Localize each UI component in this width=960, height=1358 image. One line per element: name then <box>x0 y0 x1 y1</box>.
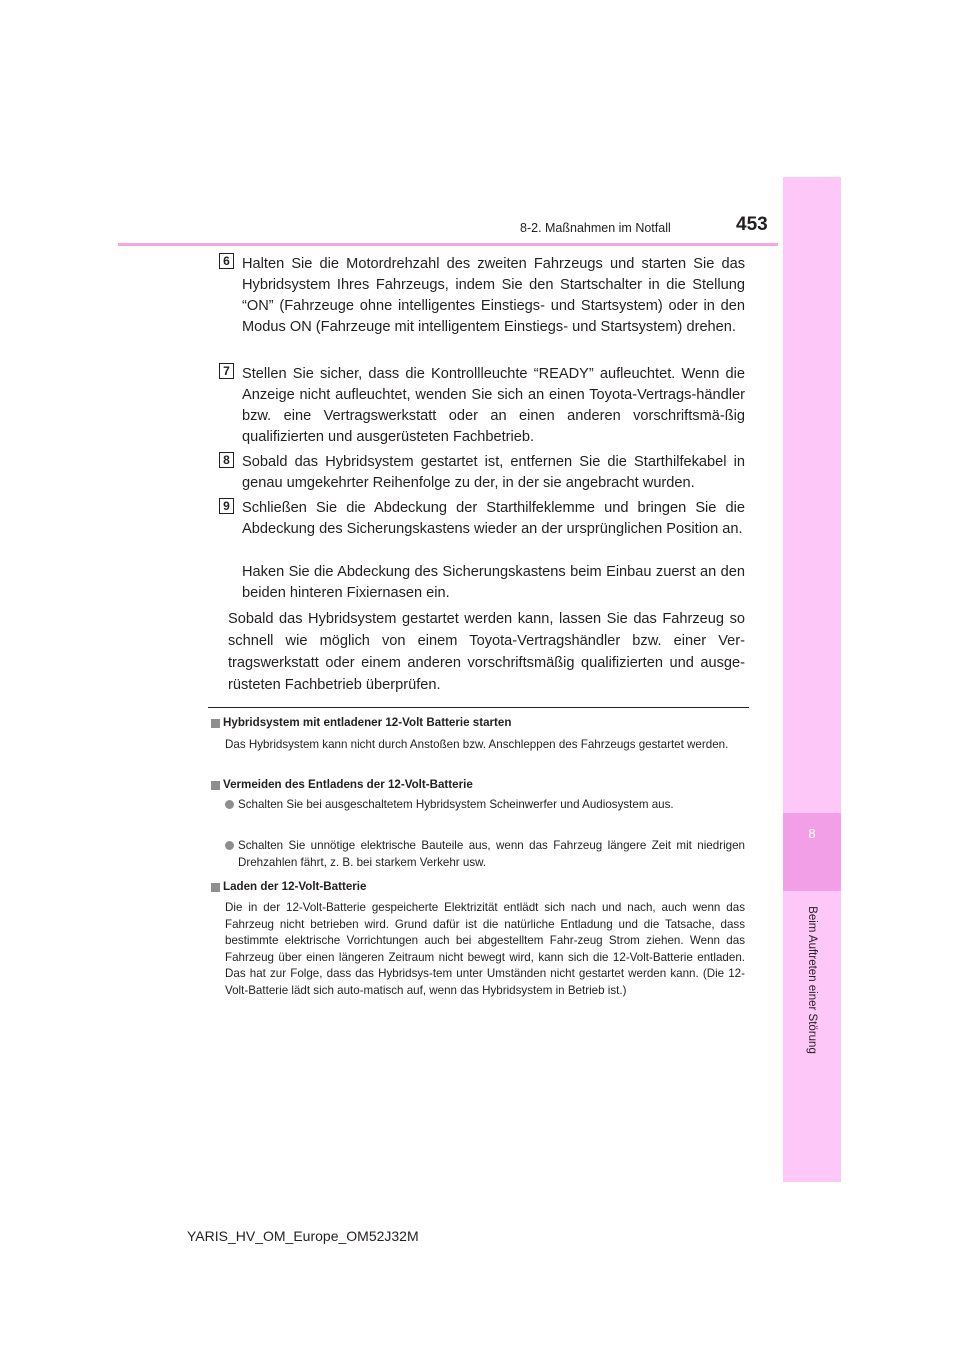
info-heading-text: Hybridsystem mit entladener 12-Volt Batterie starten <box>223 716 512 729</box>
step-number-badge: 8 <box>219 452 234 468</box>
step-subtext: Haken Sie die Abdeckung des Sicherungskastens beim Einbau zuerst an den beiden hinteren Fixiernasen ein. <box>242 564 745 601</box>
step-text: Sobald das Hybridsystem gestartet ist, entfernen Sie die Starthilfekabel in genau umgekehrter Reihenfolge zu der, in der sie angebracht wurden. <box>242 454 745 491</box>
step-number-badge: 9 <box>219 498 234 514</box>
step-number-badge: 7 <box>219 363 234 379</box>
chapter-number: 8 <box>808 826 816 841</box>
info-heading <box>211 777 473 793</box>
step-text: Stellen Sie sicher, dass die Kontrollleuchte “READY” aufleuchtet. Wenn die Anzeige nicht aufleuchtet, wenden Sie sich an einen Toyota-Vertrags-händler bzw. eine Vertragswerkstatt oder an einen anderen vorschriftsmä-ßig qualifizierten und ausgerüsteten Fachbetrieb. <box>242 366 745 445</box>
info-body: Das Hybridsystem kann nicht durch Anstoßen bzw. Anschleppen des Fahrzeugs gestartet werden. <box>225 738 729 751</box>
step-text: Halten Sie die Motordrehzahl des zweiten Fahrzeugs und starten Sie das Hybridsystem Ihres Fahrzeugs, indem Sie den Startschalter in die Stellung “ON” (Fahrzeuge ohne intelligentes Einstiegs- und Startsystem) oder in den Modus ON (Fahrzeuge mit intelligentem Einstiegs- und Startsystem) drehen. <box>242 256 745 335</box>
info-bullet-text: Schalten Sie bei ausgeschaltetem Hybridsystem Scheinwerfer und Audiosystem aus. <box>238 798 674 811</box>
square-bullet-icon <box>211 781 220 790</box>
info-heading <box>211 879 366 895</box>
header-section-title: 8-2. Maßnahmen im Notfall <box>520 221 671 235</box>
square-bullet-icon <box>211 719 220 728</box>
info-heading <box>211 715 511 731</box>
chapter-number-box <box>783 813 841 891</box>
header-rule <box>118 243 778 246</box>
info-body: Die in der 12-Volt-Batterie gespeicherte Elektrizität entlädt sich nach und nach, auch wenn das Fahrzeug nicht betrieben wird. Grund dafür ist die natürliche Entladung und die Tatsache, dass bestimmte elektrische Vorrichtungen auch bei abgestelltem Fahr-zeug Strom ziehen. Wenn das Fahrzeug über einen längeren Zeitraum nicht bewegt wird, kann sich die 12-Volt-Batterie entladen. Das hat zur Folge, dass das Hybridsys-tem unter Umständen nicht gestartet werden kann. (Die 12-Volt-Batterie lädt sich auto-matisch auf, wenn das Hybridsystem in Betrieb ist.) <box>225 901 745 997</box>
step-text: Schließen Sie die Abdeckung der Starthilfeklemme und bringen Sie die Abdeckung des Sicherungskastens wieder an der ursprünglichen Position an. <box>242 500 745 537</box>
page-number: 453 <box>736 214 768 235</box>
info-bullet-item <box>225 797 745 814</box>
circle-bullet-icon <box>225 800 234 809</box>
circle-bullet-icon <box>225 841 234 850</box>
info-heading-text: Laden der 12-Volt-Batterie <box>223 880 367 893</box>
square-bullet-icon <box>211 883 220 892</box>
footer-document-id: YARIS_HV_OM_Europe_OM52J32M <box>187 1228 419 1244</box>
info-heading-text: Vermeiden des Entladens der 12-Volt-Batterie <box>223 778 473 791</box>
chapter-title: Beim Auftreten einer Störung <box>806 906 818 1054</box>
info-bullet-item <box>225 838 745 871</box>
step-number-badge: 6 <box>219 253 234 269</box>
info-bullet-text: Schalten Sie unnötige elektrische Bauteile aus, wenn das Fahrzeug längere Zeit mit niedrigen Drehzahlen fährt, z. B. bei starkem Verkehr usw. <box>238 839 745 869</box>
closing-paragraph: Sobald das Hybridsystem gestartet werden kann, lassen Sie das Fahrzeug so schnell wie möglich von einem Toyota-Vertragshändler bzw. einer Ver-tragswerkstatt oder einem anderen vorschriftsmäßig qualifizierten und ausge-rüsteten Fachbetrieb überprüfen. <box>228 611 745 693</box>
section-divider <box>208 707 749 708</box>
